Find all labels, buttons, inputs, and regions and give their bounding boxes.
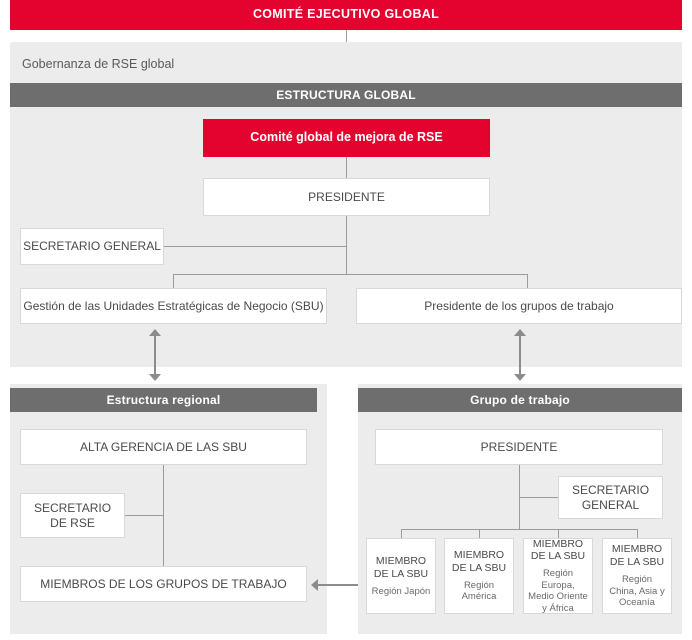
member-box-china-asia-oceania	[602, 538, 672, 614]
connector-split-right	[527, 274, 528, 288]
connector-regional-secretary	[124, 515, 164, 516]
arrow-wg-president-to-group	[513, 329, 526, 381]
global-president: PRESIDENTE	[203, 178, 490, 216]
member-4-line1: MIEMBRO	[611, 543, 663, 556]
connector-member-4	[637, 529, 638, 538]
connector-wg-secretary	[519, 497, 559, 498]
working-group-header: Grupo de trabajo	[358, 388, 682, 412]
connector-members-bar	[401, 529, 638, 530]
global-panel-label: Gobernanza de RSE global	[22, 57, 175, 71]
connector-president-trunk	[346, 216, 347, 274]
global-structure-header: ESTRUCTURA GLOBAL	[10, 83, 682, 107]
wg-secretary-line1: SECRETARIO	[571, 482, 650, 497]
working-group-secretary-general	[558, 476, 663, 519]
regional-csr-secretary-line2: DE RSE	[50, 515, 95, 530]
connector-member-2	[479, 529, 480, 538]
regional-senior-management: ALTA GERENCIA DE LAS SBU	[20, 429, 307, 465]
connector-split-left	[173, 274, 174, 288]
member-1-line2: DE LA SBU	[373, 567, 429, 580]
member-box-japan	[366, 538, 436, 614]
wg-secretary-line2: GENERAL	[581, 497, 640, 512]
member-2-line1: MIEMBRO	[453, 549, 505, 562]
regional-structure-header: Estructura regional	[10, 388, 317, 412]
member-2-region: Región América	[461, 579, 497, 603]
member-3-line2: DE LA SBU	[530, 550, 586, 563]
global-secretary-general: SECRETARIO GENERAL	[20, 228, 164, 265]
connector-split-bar	[173, 274, 527, 275]
connector-member-1	[401, 529, 402, 538]
arrow-sbu-to-regional	[148, 329, 161, 381]
member-4-region: Región China, Asia y Oceanía	[609, 573, 665, 609]
member-box-emea	[523, 538, 593, 614]
member-1-line1: MIEMBRO	[375, 554, 427, 567]
member-1-region: Región Japón	[371, 585, 431, 597]
regional-working-group-members: MIEMBROS DE LOS GRUPOS DE TRABAJO	[20, 566, 307, 602]
connector-secretary-general	[163, 246, 347, 247]
regional-csr-secretary	[20, 493, 125, 538]
member-box-americas	[444, 538, 514, 614]
member-3-region: Región Europa, Medio Oriente y África	[528, 568, 588, 614]
connector-committee-to-president	[346, 157, 347, 178]
global-csr-improvement-committee: Comité global de mejora de RSE	[203, 119, 490, 157]
member-4-line2: DE LA SBU	[609, 556, 665, 569]
arrow-regional-to-working-group	[311, 578, 365, 591]
top-banner-comite-ejecutivo-global: COMITÉ EJECUTIVO GLOBAL	[10, 0, 682, 30]
member-2-line2: DE LA SBU	[451, 561, 507, 574]
member-3-line1: MIEMBRO	[532, 537, 584, 550]
working-group-president: PRESIDENTE	[375, 429, 663, 465]
sbu-management-box: Gestión de las Unidades Estratégicas de Negocio (SBU)	[20, 288, 327, 324]
working-group-president-box: Presidente de los grupos de trabajo	[356, 288, 682, 324]
regional-csr-secretary-line1: SECRETARIO	[33, 500, 112, 515]
